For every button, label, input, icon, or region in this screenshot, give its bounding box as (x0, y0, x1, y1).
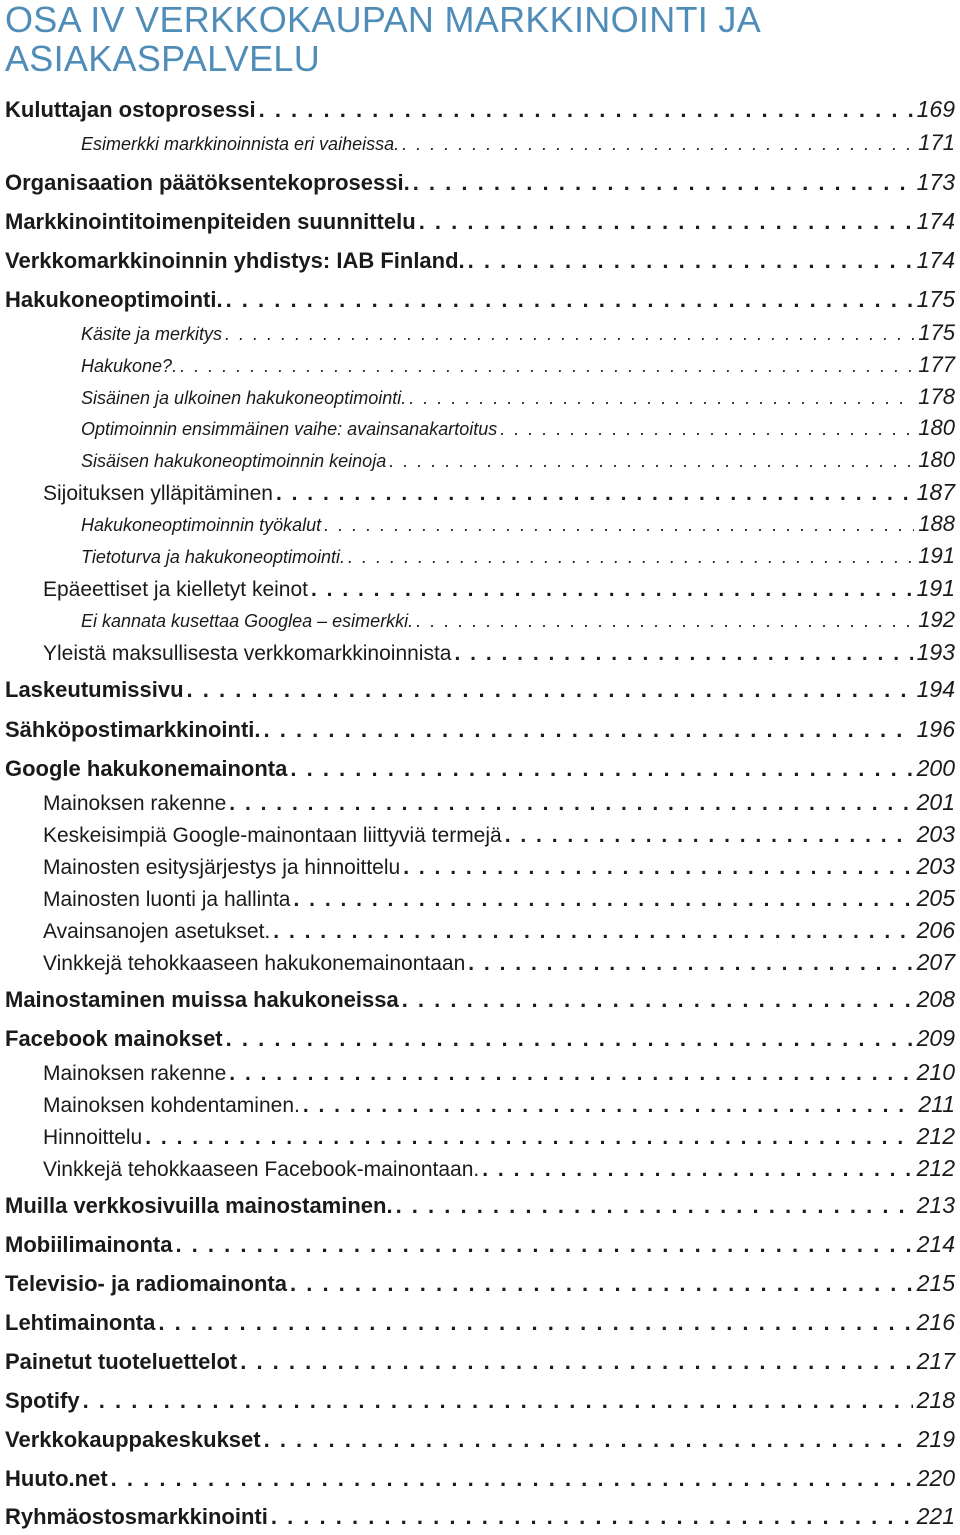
toc-entry-title: Epäeettiset ja kielletyt keinot (43, 578, 308, 601)
toc-entry-title: Markkinointitoimenpiteiden suunnittelu (5, 209, 416, 234)
toc-entry-page-number: 218 (916, 1387, 955, 1413)
toc-entry-page-number: 206 (916, 917, 955, 943)
toc-entry-page-number: 177 (918, 352, 955, 377)
toc-entry-title: Google hakukonemainonta (5, 756, 288, 781)
toc-entry-title: Sijoituksen ylläpitäminen (43, 482, 273, 505)
dot-leader (413, 170, 913, 196)
toc-entry[interactable] (0, 96, 960, 126)
dot-leader (225, 324, 914, 345)
toc-entry-page-number: 188 (918, 511, 955, 536)
toc-entry-title: Hakukoneoptimoinnin työkalut (81, 515, 322, 535)
toc-entry[interactable] (0, 1387, 960, 1417)
dot-leader (271, 1504, 913, 1530)
section-heading: OSA IV VERKKOKAUPAN MARKKINOINTI JA ASIAKASPALVELU (5, 0, 760, 79)
toc-entry[interactable] (0, 415, 960, 445)
toc-entry[interactable] (0, 479, 960, 509)
toc-entry-title: Käsite ja merkitys (81, 324, 223, 344)
toc-entry-title: Painetut tuoteluettelot (5, 1349, 238, 1374)
toc-entry-page-number: 205 (916, 885, 955, 911)
dot-leader (396, 1193, 913, 1219)
dot-leader (402, 134, 914, 155)
toc-entry[interactable] (0, 607, 960, 637)
dot-leader (273, 920, 912, 944)
dot-leader (259, 97, 913, 123)
toc-entry-title: Verkkokauppakeskukset (5, 1427, 261, 1452)
toc-entry-title: Lehtimainonta (5, 1310, 156, 1335)
toc-entry-page-number: 171 (918, 130, 955, 155)
toc-entry[interactable] (0, 352, 960, 382)
toc-entry-title: Hinnoittelu (43, 1126, 143, 1149)
toc-entry[interactable] (0, 885, 960, 915)
toc-entry-title: Televisio- ja radiomainonta (5, 1271, 287, 1296)
toc-entry-page-number: 207 (916, 949, 955, 975)
toc-entry-page-number: 175 (916, 286, 955, 312)
dot-leader (419, 209, 913, 235)
toc-entry-title: Verkkomarkkinoinnin yhdistys: IAB Finland. (5, 248, 465, 273)
dot-leader (403, 856, 912, 880)
toc-entry-page-number: 219 (916, 1426, 955, 1452)
toc-entry-title: Mainoksen rakenne (43, 1062, 227, 1085)
toc-entry-title: Spotify (5, 1388, 80, 1413)
toc-entry[interactable] (0, 716, 960, 746)
toc-entry[interactable] (0, 1426, 960, 1456)
toc-entry[interactable] (0, 1231, 960, 1261)
toc-entry-page-number: 211 (918, 1091, 955, 1117)
toc-entry[interactable] (0, 755, 960, 785)
toc-entry-title: Sisäinen ja ulkoinen hakukoneoptimointi. (81, 388, 407, 408)
toc-entry[interactable] (0, 821, 960, 851)
toc-entry-title: Esimerkki markkinoinnista eri vaiheissa. (81, 134, 400, 154)
dot-leader (187, 677, 913, 703)
toc-entry[interactable] (0, 1348, 960, 1378)
toc-entry[interactable] (0, 853, 960, 883)
dot-leader (294, 888, 913, 912)
toc-entry[interactable] (0, 208, 960, 238)
toc-entry-page-number: 191 (916, 575, 955, 601)
toc-entry-page-number: 212 (916, 1155, 955, 1181)
toc-entry-title: Mainoksen kohdentaminen. (43, 1094, 300, 1117)
dot-leader (83, 1388, 913, 1414)
toc-entry-page-number: 212 (916, 1123, 955, 1149)
toc-entry-title: Huuto.net (5, 1466, 108, 1491)
toc-entry-title: Facebook mainokset (5, 1026, 223, 1051)
dot-leader (229, 792, 912, 816)
toc-entry-title: Mainosten luonti ja hallinta (43, 888, 291, 911)
toc-entry[interactable] (0, 1123, 960, 1153)
toc-entry-page-number: 200 (916, 755, 955, 781)
dot-leader (226, 1026, 913, 1052)
dot-leader (348, 547, 914, 568)
dot-leader (500, 419, 914, 440)
dot-leader (290, 1271, 913, 1297)
toc-entry-page-number: 174 (916, 208, 955, 234)
toc-entry-title: Organisaation päätöksentekoprosessi. (5, 170, 410, 195)
toc-entry[interactable] (0, 639, 960, 669)
dot-leader (455, 642, 913, 666)
toc-entry-page-number: 215 (916, 1270, 955, 1296)
toc-entry[interactable] (0, 320, 960, 350)
toc-entry-title: Sähköpostimarkkinointi. (5, 717, 261, 742)
dot-leader (409, 388, 914, 409)
dot-leader (180, 356, 914, 377)
toc-entry-title: Vinkkejä tehokkaaseen hakukonemainontaan (43, 952, 466, 975)
dot-leader (145, 1126, 912, 1150)
toc-entry-page-number: 209 (916, 1025, 955, 1051)
toc-entry-title: Hakukone?. (81, 356, 178, 376)
dot-leader (158, 1310, 912, 1336)
dot-leader (111, 1466, 913, 1492)
toc-entry[interactable] (0, 949, 960, 979)
toc-entry[interactable] (0, 1192, 960, 1222)
dot-leader (505, 824, 913, 848)
dot-leader (276, 482, 913, 506)
toc-entry[interactable] (0, 1059, 960, 1089)
toc-entry-page-number: 192 (918, 607, 955, 632)
dot-leader (468, 248, 913, 274)
toc-entry-page-number: 193 (916, 639, 955, 665)
dot-leader (468, 952, 912, 976)
toc-entry[interactable] (0, 286, 960, 316)
toc-entry-title: Hakukoneoptimointi. (5, 287, 223, 312)
toc-entry[interactable] (0, 676, 960, 706)
toc-entry-page-number: 194 (916, 676, 955, 702)
toc-entry-page-number: 173 (916, 169, 955, 195)
toc-entry[interactable] (0, 511, 960, 541)
toc-entry[interactable] (0, 1091, 960, 1121)
toc-entry-title: Tietoturva ja hakukoneoptimointi. (81, 547, 345, 567)
dot-leader (324, 515, 914, 536)
toc-entry[interactable] (0, 1155, 960, 1185)
toc-entry[interactable] (0, 789, 960, 819)
toc-entry-title: Ryhmäostosmarkkinointi (5, 1504, 268, 1529)
toc-entry-page-number: 187 (916, 479, 955, 505)
dot-leader (229, 1062, 912, 1086)
toc-entry-page-number: 217 (916, 1348, 955, 1374)
toc-entry-title: Keskeisimpiä Google-mainontaan liittyviä termejä (43, 824, 502, 847)
toc-entry-page-number: 213 (916, 1192, 955, 1218)
dot-leader (240, 1349, 912, 1375)
toc-entry-page-number: 210 (916, 1059, 955, 1085)
dot-leader (389, 451, 914, 472)
toc-entry[interactable] (0, 130, 960, 160)
dot-leader (416, 611, 914, 632)
dot-leader (311, 578, 913, 602)
toc-entry-page-number: 220 (916, 1465, 955, 1491)
toc-entry-page-number: 191 (918, 543, 955, 568)
toc-entry-title: Ei kannata kusettaa Googlea – esimerkki. (81, 611, 414, 631)
dot-leader (402, 987, 913, 1013)
toc-entry-page-number: 178 (918, 384, 955, 409)
toc-entry[interactable] (0, 543, 960, 573)
toc-entry-title: Mainoksen rakenne (43, 792, 227, 815)
toc-entry-page-number: 180 (918, 447, 955, 472)
toc-entry-title: Optimoinnin ensimmäinen vaihe: avainsanakartoitus (81, 419, 498, 439)
toc-entry-title: Yleistä maksullisesta verkkomarkkinoinnista (43, 642, 452, 665)
dot-leader (175, 1232, 912, 1258)
toc-entry[interactable] (0, 1025, 960, 1055)
dot-leader (303, 1094, 914, 1118)
dot-leader (264, 717, 913, 743)
toc-entry[interactable] (0, 1270, 960, 1300)
toc-entry-page-number: 216 (916, 1309, 955, 1335)
toc-entry-page-number: 208 (916, 986, 955, 1012)
toc-entry[interactable] (0, 384, 960, 414)
toc-entry-title: Vinkkejä tehokkaaseen Facebook-mainontaan. (43, 1158, 480, 1181)
toc-entry[interactable] (0, 986, 960, 1016)
toc-entry-page-number: 174 (916, 247, 955, 273)
toc-entry-title: Avainsanojen asetukset. (43, 920, 271, 943)
toc-entry[interactable] (0, 447, 960, 477)
toc-entry-title: Mobiilimainonta (5, 1232, 173, 1257)
toc-entry-title: Kuluttajan ostoprosessi (5, 97, 256, 122)
toc-entry[interactable] (0, 575, 960, 605)
toc-entry-title: Muilla verkkosivuilla mainostaminen. (5, 1193, 393, 1218)
toc-entry-page-number: 180 (918, 415, 955, 440)
toc-entry-title: Mainosten esitysjärjestys ja hinnoittelu (43, 856, 401, 879)
toc-entry-page-number: 201 (916, 789, 955, 815)
dot-leader (264, 1427, 913, 1453)
toc-entry-page-number: 203 (916, 821, 955, 847)
toc-entry-page-number: 175 (918, 320, 955, 345)
toc-entry[interactable] (0, 1309, 960, 1339)
toc-entry[interactable] (0, 917, 960, 947)
dot-leader (482, 1158, 912, 1182)
toc-entry-page-number: 196 (916, 716, 955, 742)
toc-entry[interactable] (0, 169, 960, 199)
toc-entry-title: Laskeutumissivu (5, 677, 184, 702)
dot-leader (290, 756, 912, 782)
toc-entry[interactable] (0, 1465, 960, 1495)
toc-entry-page-number: 221 (916, 1503, 955, 1529)
toc-entry-page-number: 169 (916, 96, 955, 122)
toc-entry[interactable] (0, 247, 960, 277)
dot-leader (226, 287, 913, 313)
toc-entry-page-number: 214 (916, 1231, 955, 1257)
toc-entry[interactable] (0, 1503, 960, 1533)
toc-entry-title: Sisäisen hakukoneoptimoinnin keinoja (81, 451, 387, 471)
toc-entry-page-number: 203 (916, 853, 955, 879)
toc-entry-title: Mainostaminen muissa hakukoneissa (5, 987, 399, 1012)
